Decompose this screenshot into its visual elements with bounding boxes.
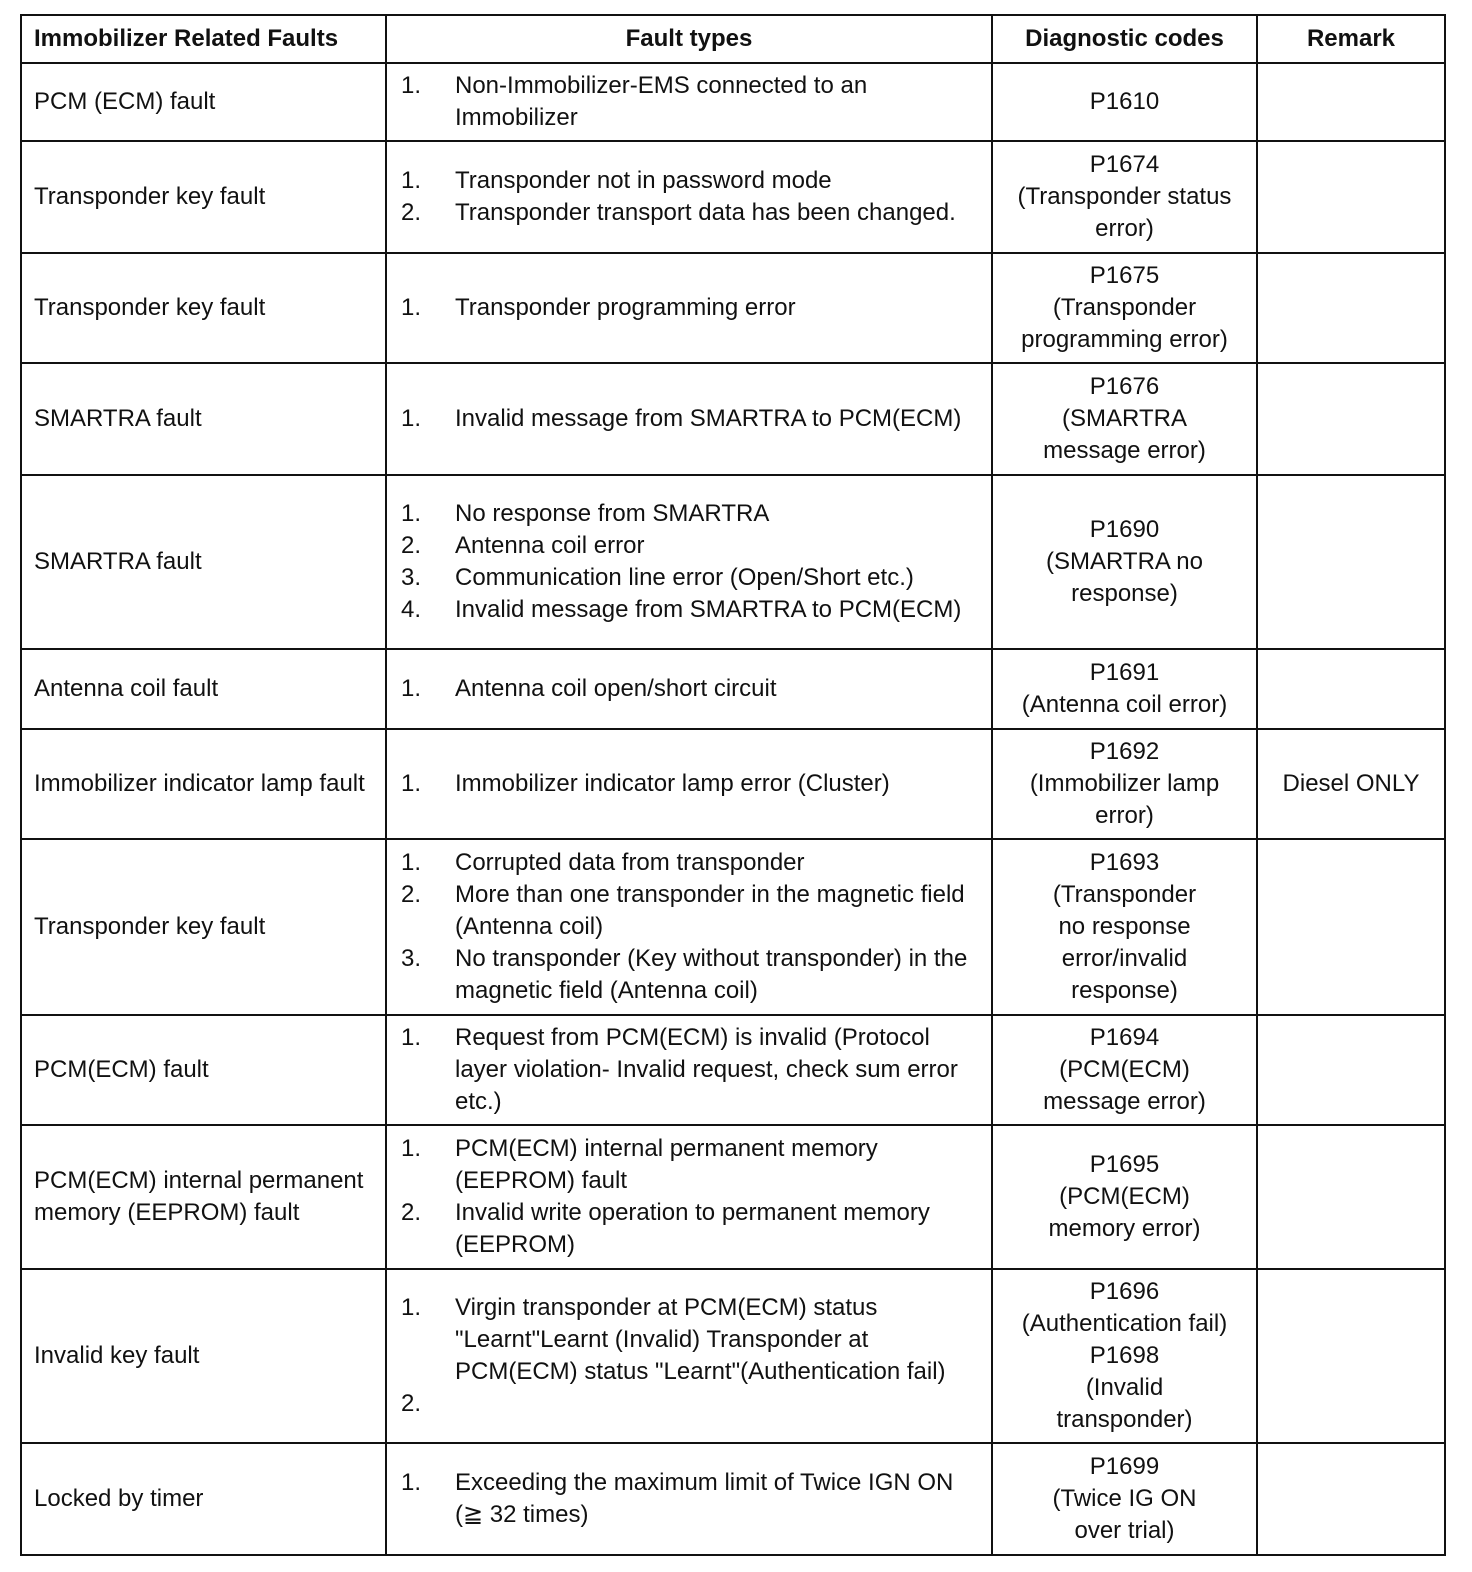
diagnostic-code-line: (Transponder [1052, 294, 1197, 321]
fault-type-number: 2. [401, 1199, 422, 1226]
diagnostic-code-line: P1699 [1089, 1453, 1160, 1480]
table-row [21, 839, 1445, 1015]
fault-type-item [399, 879, 979, 943]
fault-type-number: 2. [401, 881, 422, 908]
diagnostic-code-line: programming error) [1021, 326, 1228, 353]
diagnostic-code-line: P1674 [1089, 151, 1160, 178]
fault-name-cell: Transponder key fault [21, 839, 386, 1015]
fault-type-item [399, 1467, 979, 1531]
table-row [21, 729, 1445, 839]
diagnostic-code-line: (Authentication fail) [1021, 1310, 1228, 1337]
remark-cell [1257, 475, 1445, 649]
fault-type-item [399, 165, 979, 197]
table-row [21, 475, 1445, 649]
fault-type-number: 1. [401, 1024, 422, 1051]
remark-cell [1257, 63, 1445, 141]
diagnostic-code-line: (Antenna coil error) [1021, 691, 1228, 718]
diagnostic-code-line: (Twice IG ON [1052, 1485, 1197, 1512]
fault-type-item [399, 197, 979, 229]
diagnostic-code-cell [992, 1125, 1257, 1269]
fault-name-cell: Transponder key fault [21, 141, 386, 253]
diagnostic-code-line: (Immobilizer lamp [1029, 770, 1220, 797]
fault-type-item [399, 292, 979, 324]
table-row [21, 63, 1445, 141]
fault-type-number: 1. [401, 500, 422, 527]
fault-types-cell [386, 1269, 992, 1443]
diagnostic-code-cell [992, 1015, 1257, 1125]
diagnostic-code-line: P1696 [1089, 1278, 1160, 1305]
fault-type-text: Communication line error (Open/Short etc.) [455, 564, 914, 591]
fault-types-cell [386, 475, 992, 649]
fault-name-cell: SMARTRA fault [21, 475, 386, 649]
header-diagnostic-codes: Diagnostic codes [992, 15, 1257, 63]
diagnostic-code-cell [992, 475, 1257, 649]
fault-type-text: Corrupted data from transponder [455, 849, 805, 876]
header-row [21, 15, 1445, 63]
remark-cell [1257, 141, 1445, 253]
remark-cell [1257, 253, 1445, 363]
fault-type-item [399, 530, 979, 562]
fault-name-cell: Antenna coil fault [21, 649, 386, 729]
remark-cell [1257, 1269, 1445, 1443]
diagnostic-code-line: message error) [1043, 437, 1206, 464]
diagnostic-code-cell [992, 63, 1257, 141]
fault-types-cell [386, 649, 992, 729]
fault-type-number: 2. [401, 1390, 422, 1417]
fault-types-cell [386, 1015, 992, 1125]
fault-types-cell [386, 839, 992, 1015]
diagnostic-code-line: P1610 [1089, 88, 1160, 115]
fault-type-number: 1. [401, 405, 422, 432]
fault-type-number: 1. [401, 1135, 422, 1162]
fault-type-number: 1. [401, 294, 422, 321]
fault-name-cell: Locked by timer [21, 1443, 386, 1555]
fault-type-text: Virgin transponder at PCM(ECM) status "Learnt"Learnt (Invalid) Transponder at PCM(ECM) status "Learnt"(Authentication fail) [455, 1294, 946, 1385]
diagnostic-code-line: error) [1095, 802, 1154, 829]
fault-name-cell: Invalid key fault [21, 1269, 386, 1443]
remark-cell [1257, 1443, 1445, 1555]
fault-type-item [399, 943, 979, 1007]
fault-type-number: 1. [401, 770, 422, 797]
fault-types-cell [386, 253, 992, 363]
fault-type-item [399, 673, 979, 705]
header-remark: Remark [1257, 15, 1445, 63]
diagnostic-code-cell [992, 363, 1257, 475]
fault-type-text: More than one transponder in the magnetic field (Antenna coil) [455, 881, 965, 940]
fault-type-text: No transponder (Key without transponder) in the magnetic field (Antenna coil) [455, 945, 968, 1004]
diagnostic-code-line: transponder) [1056, 1406, 1193, 1433]
fault-type-number: 3. [401, 945, 422, 972]
table-row [21, 253, 1445, 363]
fault-type-item [399, 562, 979, 594]
diagnostic-code-line: (PCM(ECM) [1059, 1183, 1190, 1210]
diagnostic-code-line: P1690 [1089, 516, 1160, 543]
diagnostic-code-line: memory error) [1048, 1215, 1201, 1242]
fault-types-cell [386, 1443, 992, 1555]
diagnostic-code-line: error) [1095, 215, 1154, 242]
fault-types-cell [386, 63, 992, 141]
diagnostic-code-line: over trial) [1074, 1517, 1175, 1544]
diagnostic-code-line: P1676 [1089, 373, 1160, 400]
fault-type-text [455, 1388, 979, 1420]
table-row [21, 1269, 1445, 1443]
remark-cell [1257, 363, 1445, 475]
fault-type-item [399, 70, 979, 134]
fault-name-cell: PCM(ECM) fault [21, 1015, 386, 1125]
diagnostic-code-line: P1693 [1089, 849, 1160, 876]
table-row [21, 1125, 1445, 1269]
fault-name-cell: PCM(ECM) internal permanent memory (EEPROM) fault [21, 1125, 386, 1269]
fault-type-item [399, 1133, 979, 1197]
fault-type-number: 1. [401, 675, 422, 702]
fault-type-item [399, 768, 979, 800]
fault-name-cell: Transponder key fault [21, 253, 386, 363]
fault-type-text: Transponder transport data has been changed. [455, 199, 956, 226]
fault-type-text: Antenna coil open/short circuit [455, 675, 777, 702]
fault-types-cell [386, 141, 992, 253]
diagnostic-code-line: (Transponder status [1017, 183, 1232, 210]
diagnostic-code-line: (SMARTRA [1062, 405, 1187, 432]
fault-type-number: 1. [401, 849, 422, 876]
fault-type-item [399, 403, 979, 435]
remark-cell [1257, 1015, 1445, 1125]
remark-cell: Diesel ONLY [1257, 729, 1445, 839]
table-row [21, 1443, 1445, 1555]
fault-name-cell: PCM (ECM) fault [21, 63, 386, 141]
fault-type-text: Immobilizer indicator lamp error (Cluster) [455, 770, 890, 797]
fault-type-item [399, 1022, 979, 1118]
diagnostic-code-cell [992, 1443, 1257, 1555]
diagnostic-code-line: response) [1071, 580, 1178, 607]
diagnostic-code-line: P1692 [1089, 738, 1160, 765]
diagnostic-code-line: message error) [1043, 1088, 1206, 1115]
diagnostic-code-cell [992, 253, 1257, 363]
fault-table [20, 14, 1446, 1556]
diagnostic-code-cell [992, 839, 1257, 1015]
header-faults: Immobilizer Related Faults [21, 15, 386, 63]
diagnostic-code-cell [992, 649, 1257, 729]
fault-type-text: PCM(ECM) internal permanent memory (EEPROM) fault [455, 1135, 878, 1194]
fault-type-text: Invalid message from SMARTRA to PCM(ECM) [455, 596, 962, 623]
table-row [21, 649, 1445, 729]
fault-type-item [399, 1197, 979, 1261]
fault-type-item [399, 1388, 979, 1420]
fault-type-text: Transponder programming error [455, 294, 796, 321]
fault-type-text: Exceeding the maximum limit of Twice IGN ON (≧ 32 times) [455, 1469, 954, 1528]
diagnostic-code-line: P1695 [1089, 1151, 1160, 1178]
diagnostic-code-line: no response [1058, 913, 1191, 940]
fault-type-number: 2. [401, 532, 422, 559]
remark-cell [1257, 839, 1445, 1015]
fault-type-text: Request from PCM(ECM) is invalid (Protocol layer violation- Invalid request, check sum error etc.) [455, 1024, 958, 1115]
diagnostic-code-line: P1675 [1089, 262, 1160, 289]
fault-type-number: 3. [401, 564, 422, 591]
fault-type-item [399, 498, 979, 530]
fault-types-cell [386, 729, 992, 839]
fault-type-number: 1. [401, 72, 422, 99]
diagnostic-code-line: response) [1071, 977, 1178, 1004]
diagnostic-code-line: error/invalid [1061, 945, 1188, 972]
remark-cell [1257, 649, 1445, 729]
fault-type-item [399, 1292, 979, 1388]
fault-type-text: Invalid message from SMARTRA to PCM(ECM) [455, 405, 962, 432]
table-row [21, 141, 1445, 253]
table-row [21, 1015, 1445, 1125]
header-fault-types: Fault types [386, 15, 992, 63]
fault-table-body [21, 63, 1445, 1555]
fault-type-number: 4. [401, 596, 422, 623]
diagnostic-code-line: P1691 [1089, 659, 1160, 686]
fault-types-cell [386, 363, 992, 475]
fault-type-text: Invalid write operation to permanent memory (EEPROM) [455, 1199, 930, 1258]
diagnostic-code-line: P1694 [1089, 1024, 1160, 1051]
diagnostic-code-cell [992, 1269, 1257, 1443]
fault-type-number: 1. [401, 1294, 422, 1321]
remark-cell [1257, 1125, 1445, 1269]
fault-type-number: 1. [401, 167, 422, 194]
fault-type-text: Transponder not in password mode [455, 167, 832, 194]
fault-type-text: No response from SMARTRA [455, 500, 770, 527]
fault-type-number: 2. [401, 199, 422, 226]
diagnostic-code-line: P1698 [1089, 1342, 1160, 1369]
diagnostic-code-line: (Invalid [1085, 1374, 1164, 1401]
fault-name-cell: Immobilizer indicator lamp fault [21, 729, 386, 839]
diagnostic-code-line: (Transponder [1052, 881, 1197, 908]
diagnostic-code-cell [992, 141, 1257, 253]
fault-type-text: Non-Immobilizer-EMS connected to an Immobilizer [455, 72, 868, 131]
fault-type-item [399, 594, 979, 626]
fault-type-item [399, 847, 979, 879]
diagnostic-code-line: (SMARTRA no [1046, 548, 1203, 575]
fault-types-cell [386, 1125, 992, 1269]
fault-name-cell: SMARTRA fault [21, 363, 386, 475]
table-row [21, 363, 1445, 475]
fault-type-text: Antenna coil error [455, 532, 645, 559]
diagnostic-code-line: (PCM(ECM) [1059, 1056, 1190, 1083]
diagnostic-code-cell [992, 729, 1257, 839]
fault-type-number: 1. [401, 1469, 422, 1496]
